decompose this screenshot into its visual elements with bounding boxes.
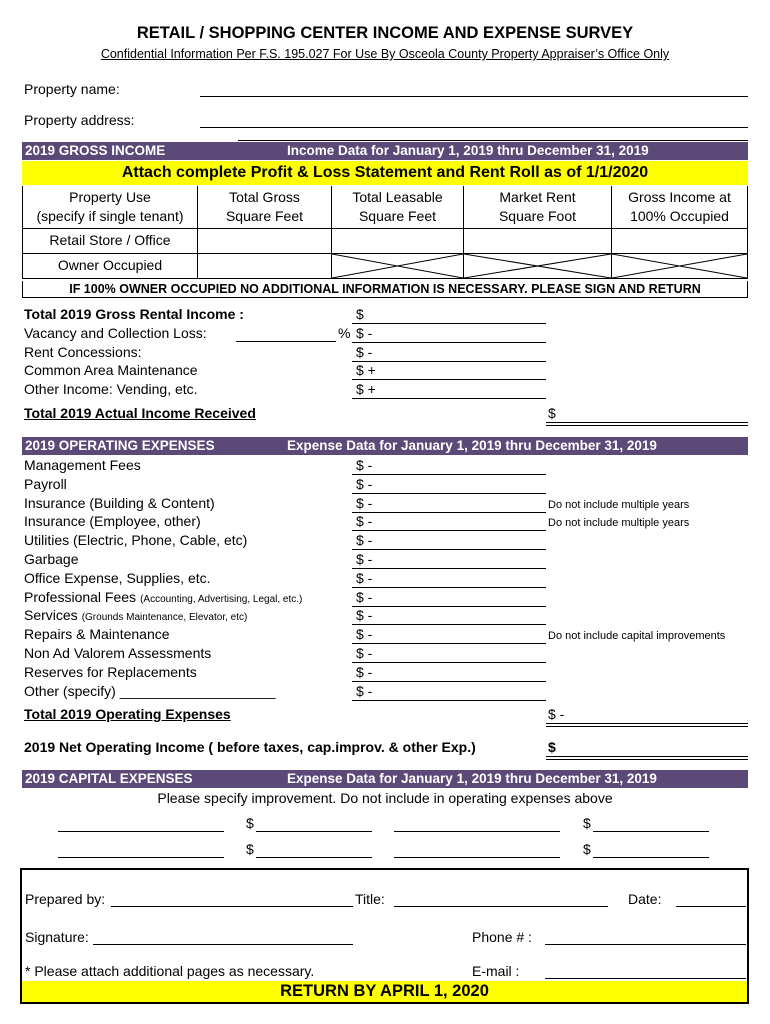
expense-name: Insurance (Employee, other) bbox=[24, 513, 201, 529]
capital-improvement-2[interactable] bbox=[394, 815, 560, 832]
expense-label bbox=[24, 476, 67, 492]
expense-label bbox=[24, 495, 215, 511]
expense-label bbox=[24, 589, 302, 605]
expense-subtext: (Grounds Maintenance, Elevator, etc) bbox=[81, 612, 248, 623]
col-header: Total Leasable Square Feet bbox=[352, 189, 443, 224]
expense-underline bbox=[352, 681, 546, 682]
capital-expenses-bar bbox=[22, 770, 748, 788]
attach-pages-note: * Please attach additional pages as necessary. bbox=[25, 963, 315, 979]
col-leasable-sf bbox=[332, 186, 464, 229]
noi-label: 2019 Net Operating Income ( before taxes, cap.improv. & other Exp.) bbox=[24, 739, 476, 755]
expense-name: Payroll bbox=[24, 476, 67, 492]
form-subtitle: Confidential Information Per F.S. 195.027 For Use By Osceola County Property Appraiser’s Office Only bbox=[100, 47, 670, 61]
row-label: Owner Occupied bbox=[57, 257, 163, 273]
title-field[interactable] bbox=[394, 890, 608, 907]
expense-underline bbox=[352, 512, 546, 513]
capital-amount-2[interactable] bbox=[593, 815, 709, 832]
expense-subtext: (Accounting, Advertising, Legal, etc.) bbox=[140, 594, 303, 605]
expense-label bbox=[24, 457, 141, 473]
col-gross-sf bbox=[198, 186, 332, 229]
actual-income-value: $ bbox=[548, 405, 556, 421]
form-title: RETAIL / SHOPPING CENTER INCOME AND EXPENSE SURVEY bbox=[136, 24, 634, 42]
retail-market-rent[interactable] bbox=[464, 229, 612, 254]
gross-income-bar bbox=[22, 142, 748, 160]
owner-gross-sf[interactable] bbox=[198, 254, 332, 279]
expense-value[interactable]: $ - bbox=[356, 645, 373, 661]
signature-label: Signature: bbox=[25, 929, 89, 945]
retail-leasable-sf[interactable] bbox=[332, 229, 464, 254]
title-label: Title: bbox=[355, 891, 385, 907]
col-header: Property Use (specify if single tenant) bbox=[36, 189, 184, 224]
property-address-label: Property address: bbox=[24, 112, 135, 128]
concessions-label: Rent Concessions: bbox=[24, 344, 142, 360]
prepared-by-field[interactable] bbox=[111, 890, 353, 907]
attach-notice: Attach complete Profit & Loss Statement and Rent Roll as of 1/1/2020 bbox=[22, 161, 748, 185]
total-gross-rental-label: Total 2019 Gross Rental Income : bbox=[24, 306, 244, 322]
expense-name: Reserves for Replacements bbox=[24, 664, 197, 680]
signature-field[interactable] bbox=[93, 928, 353, 945]
expense-value[interactable]: $ - bbox=[356, 532, 373, 548]
phone-field[interactable] bbox=[545, 928, 746, 945]
expense-value[interactable]: $ - bbox=[356, 476, 373, 492]
date-field[interactable] bbox=[676, 890, 746, 907]
expense-underline bbox=[352, 587, 546, 588]
total-operating-value: $ - bbox=[548, 706, 565, 722]
expense-name: Professional Fees bbox=[24, 589, 137, 605]
capital-dollar-1: $ bbox=[246, 815, 254, 831]
owner-gross-income-crossed bbox=[612, 254, 748, 279]
vacancy-value: $ - bbox=[356, 325, 373, 341]
operating-expenses-bar bbox=[22, 437, 748, 455]
expense-name: Other (specify) ____________________ bbox=[24, 683, 276, 699]
capital-amount-4[interactable] bbox=[593, 841, 709, 858]
expense-value[interactable]: $ - bbox=[356, 589, 373, 605]
cam-label: Common Area Maintenance bbox=[24, 362, 198, 378]
expense-underline bbox=[352, 474, 546, 475]
capital-improvement-4[interactable] bbox=[394, 841, 560, 858]
owner-leasable-sf-crossed bbox=[332, 254, 464, 279]
expense-label bbox=[24, 683, 275, 699]
expense-label bbox=[24, 570, 211, 586]
expense-name: Non Ad Valorem Assessments bbox=[24, 645, 212, 661]
row-owner-label bbox=[22, 254, 198, 279]
expense-label bbox=[24, 645, 211, 661]
expense-value[interactable]: $ - bbox=[356, 513, 373, 529]
expense-underline bbox=[352, 700, 546, 701]
expense-underline bbox=[352, 643, 546, 644]
col-market-rent bbox=[464, 186, 612, 229]
capital-dollar-3: $ bbox=[246, 841, 254, 857]
email-field[interactable] bbox=[545, 962, 746, 979]
operating-title: 2019 OPERATING EXPENSES bbox=[25, 438, 215, 453]
expense-note: Do not include capital improvements bbox=[548, 630, 726, 642]
property-name-field[interactable] bbox=[200, 80, 748, 97]
currency-sign: $ bbox=[356, 306, 364, 322]
phone-label: Phone # : bbox=[472, 929, 532, 945]
expense-value[interactable]: $ - bbox=[356, 457, 373, 473]
property-address-field[interactable] bbox=[200, 111, 748, 128]
owner-market-rent-crossed bbox=[464, 254, 612, 279]
col-header: Gross Income at 100% Occupied bbox=[628, 189, 731, 224]
capital-dollar-2: $ bbox=[583, 815, 591, 831]
expense-underline bbox=[352, 624, 546, 625]
expense-label bbox=[24, 607, 247, 623]
expense-name: Services bbox=[24, 607, 78, 623]
expense-name: Repairs & Maintenance bbox=[24, 626, 170, 642]
expense-underline bbox=[352, 662, 546, 663]
capital-title: 2019 CAPITAL EXPENSES bbox=[25, 771, 193, 786]
col-property-use bbox=[22, 186, 198, 229]
expense-underline bbox=[352, 606, 546, 607]
expense-note: Do not include multiple years bbox=[548, 499, 690, 511]
col-header: Total Gross Square Feet bbox=[225, 189, 304, 224]
expense-name: Garbage bbox=[24, 551, 79, 567]
other-income-value: $ + bbox=[356, 381, 376, 397]
percent-sign: % bbox=[338, 325, 351, 341]
expense-name: Insurance (Building & Content) bbox=[24, 495, 215, 511]
capital-period: Expense Data for January 1, 2019 thru December 31, 2019 bbox=[287, 771, 657, 786]
other-income-label: Other Income: Vending, etc. bbox=[24, 381, 198, 397]
capital-improvement-3[interactable] bbox=[58, 841, 224, 858]
expense-value[interactable]: $ - bbox=[356, 683, 373, 699]
expense-label bbox=[24, 513, 201, 529]
col-header: Market Rent Square Foot bbox=[498, 189, 577, 224]
expense-label bbox=[24, 532, 247, 548]
vacancy-percent-field[interactable] bbox=[236, 325, 336, 342]
actual-income-label: Total 2019 Actual Income Received bbox=[24, 405, 256, 421]
expense-label bbox=[24, 551, 78, 567]
cam-value: $ + bbox=[356, 362, 376, 378]
row-retail-label bbox=[22, 229, 198, 254]
total-operating-label: Total 2019 Operating Expenses bbox=[24, 706, 231, 722]
operating-period: Expense Data for January 1, 2019 thru December 31, 2019 bbox=[287, 438, 657, 453]
expense-name: Management Fees bbox=[24, 457, 141, 473]
expense-value[interactable]: $ - bbox=[356, 607, 373, 623]
expense-underline bbox=[352, 568, 546, 569]
capital-improvement-1[interactable] bbox=[58, 815, 224, 832]
capital-amount-3[interactable] bbox=[256, 841, 372, 858]
expense-underline bbox=[352, 530, 546, 531]
capital-dollar-4: $ bbox=[583, 841, 591, 857]
gross-income-title: 2019 GROSS INCOME bbox=[25, 143, 166, 158]
capital-instruction: Please specify improvement. Do not include in operating expenses above bbox=[157, 790, 613, 806]
vacancy-label: Vacancy and Collection Loss: bbox=[24, 325, 207, 341]
owner-occupied-notice: IF 100% OWNER OCCUPIED NO ADDITIONAL INFORMATION IS NECESSARY. PLEASE SIGN AND RETURN bbox=[22, 281, 748, 298]
expense-value[interactable]: $ - bbox=[356, 551, 373, 567]
gross-income-table bbox=[22, 186, 748, 281]
concessions-value: $ - bbox=[356, 344, 373, 360]
expense-underline bbox=[352, 493, 546, 494]
expense-value[interactable]: $ - bbox=[356, 570, 373, 586]
expense-label bbox=[24, 664, 197, 680]
expense-value[interactable]: $ - bbox=[356, 495, 373, 511]
retail-gross-sf[interactable] bbox=[198, 229, 332, 254]
noi-value: $ bbox=[548, 739, 556, 755]
expense-label bbox=[24, 626, 170, 642]
prepared-by-label: Prepared by: bbox=[25, 891, 106, 907]
gross-income-period: Income Data for January 1, 2019 thru December 31, 2019 bbox=[287, 143, 649, 158]
expense-note: Do not include multiple years bbox=[548, 517, 690, 529]
col-gross-income bbox=[612, 186, 748, 229]
expense-underline bbox=[352, 549, 546, 550]
retail-gross-income[interactable] bbox=[612, 229, 748, 254]
expense-name: Office Expense, Supplies, etc. bbox=[24, 570, 211, 586]
expense-value[interactable]: $ - bbox=[356, 664, 373, 680]
expense-value[interactable]: $ - bbox=[356, 626, 373, 642]
expense-name: Utilities (Electric, Phone, Cable, etc) bbox=[24, 532, 248, 548]
row-label: Retail Store / Office bbox=[49, 232, 171, 248]
email-label: E-mail : bbox=[472, 963, 520, 979]
capital-amount-1[interactable] bbox=[256, 815, 372, 832]
return-deadline-notice: RETURN BY APRIL 1, 2020 bbox=[22, 981, 747, 1002]
property-name-label: Property name: bbox=[24, 81, 120, 97]
date-label: Date: bbox=[628, 891, 662, 907]
